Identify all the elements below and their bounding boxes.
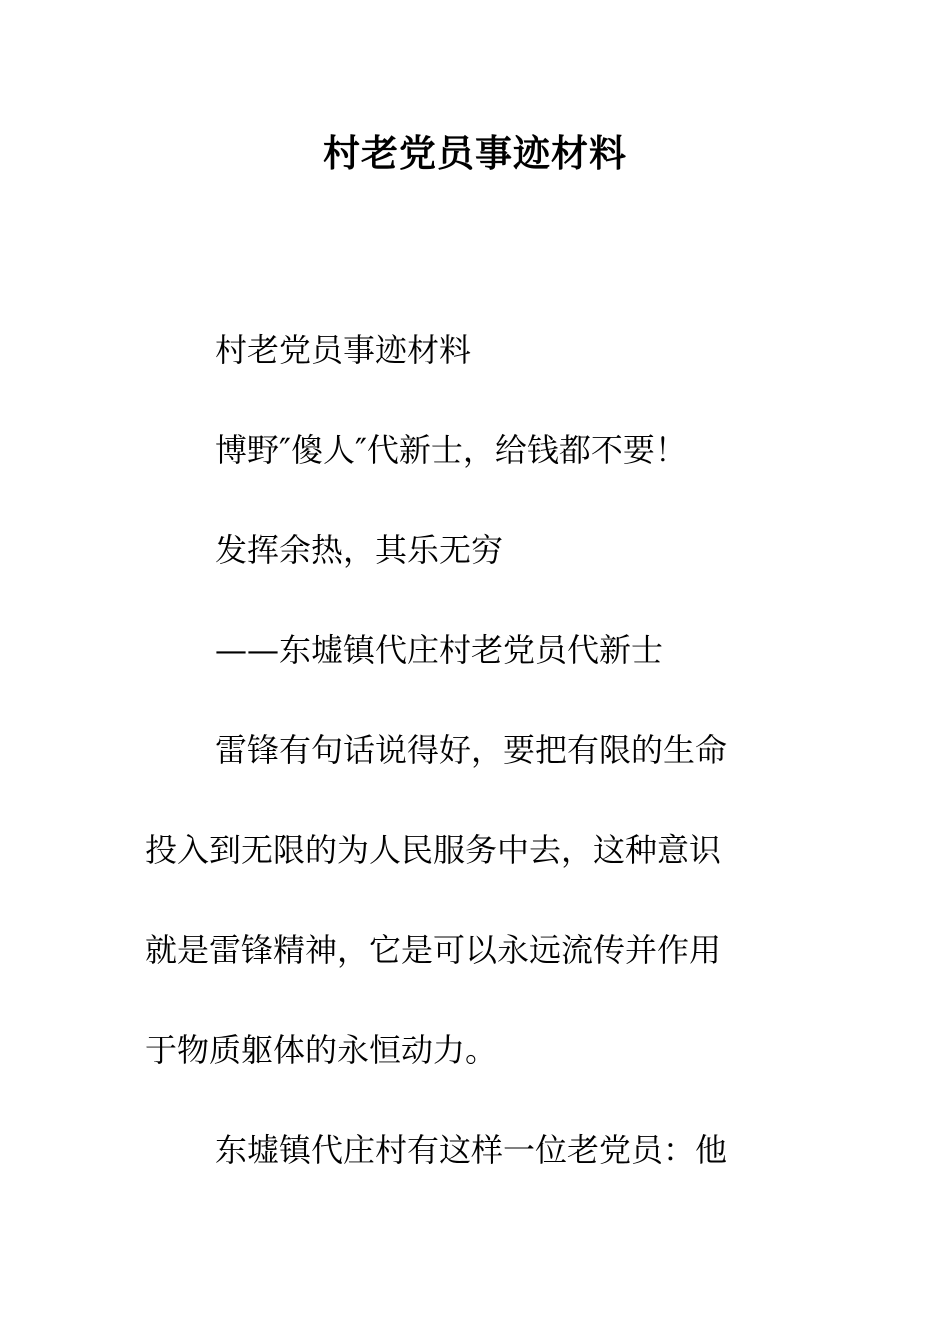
paragraph-line: 东墟镇代庄村有这样一位老党员：他: [215, 1131, 728, 1169]
paragraph-slogan: 发挥余热，其乐无穷: [215, 531, 504, 569]
document-body: [145, 300, 785, 1200]
paragraph-subtitle: 村老党员事迹材料: [215, 331, 472, 369]
paragraph-line: 投入到无限的为人民服务中去，这种意识: [145, 831, 722, 869]
paragraph-line: 就是雷锋精神，它是可以永远流传并作用: [145, 931, 722, 969]
document-title: 村老党员事迹材料: [323, 131, 627, 175]
paragraph-headline: 博野″傻人″代新士，给钱都不要！: [215, 431, 687, 469]
paragraph-line: 雷锋有句话说得好，要把有限的生命: [215, 731, 728, 769]
paragraph-line: 于物质躯体的永恒动力。: [145, 1031, 498, 1069]
paragraph-byline: ——东墟镇代庄村老党员代新士: [215, 631, 664, 669]
